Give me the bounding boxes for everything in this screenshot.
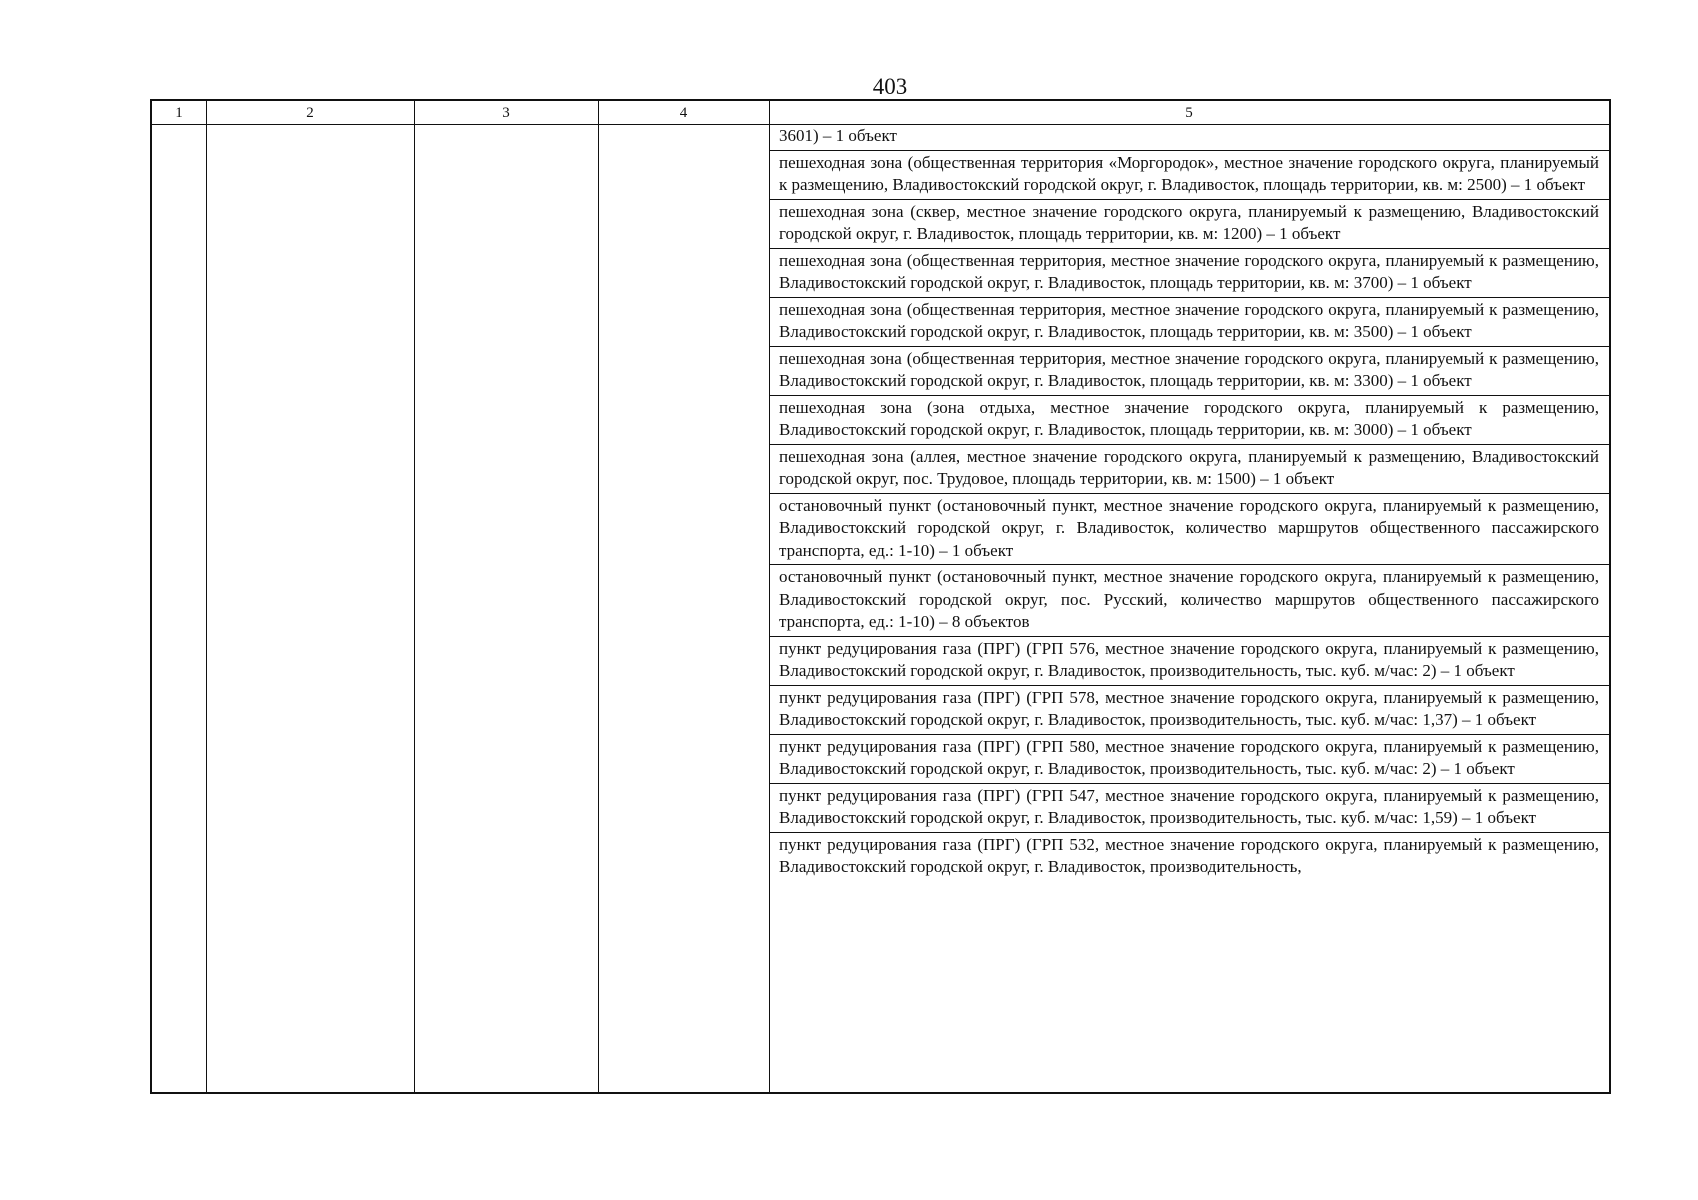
column-divider (206, 101, 207, 1092)
table-cell-entry: пешеходная зона (аллея, местное значение городского округа, планируемый к размещению, Владивостокский городской округ, пос. Трудовое, площадь территории, кв. м: 1500) – 1 объект (769, 445, 1609, 494)
table-header-row (152, 101, 1609, 125)
column-header-1: 1 (175, 105, 183, 121)
table-cell-entry: пешеходная зона (общественная территория, местное значение городского округа, планируемый к размещению, Владивостокский городской округ, г. Владивосток, площадь территории, кв. м: 3500) – 1 объект (769, 298, 1609, 347)
table-cell-entry: пункт редуцирования газа (ПРГ) (ГРП 576, местное значение городского округа, планируемый к размещению, Владивостокский городской округ, г. Владивосток, производительность, тыс. куб. м/час: 2) – 1 объект (769, 637, 1609, 686)
table-cell-entry: 3601) – 1 объект (769, 125, 1609, 151)
column-header-4: 4 (679, 105, 688, 121)
table-cell-entry: пункт редуцирования газа (ПРГ) (ГРП 532, местное значение городского округа, планируемый к размещению, Владивостокский городской округ, г. Владивосток, производительность, (779, 834, 1599, 876)
document-table (150, 99, 1611, 1094)
table-cell-entry: пункт редуцирования газа (ПРГ) (ГРП 578, местное значение городского округа, планируемый к размещению, Владивостокский городской округ, г. Владивосток, производительность, тыс. куб. м/час: 1,37) – 1 объект (769, 686, 1609, 735)
column-5-content (769, 125, 1609, 1092)
table-cell-entry: остановочный пункт (остановочный пункт, местное значение городского округа, планируемый к размещению, Владивостокский городской округ, г. Владивосток, количество маршрутов общественного пассажирского транспорта, ед.: 1-10) – 1 объект (769, 494, 1609, 566)
table-cell-entry: пешеходная зона (общественная территория, местное значение городского округа, планируемый к размещению, Владивостокский городской округ, г. Владивосток, площадь территории, кв. м: 3700) – 1 объект (769, 249, 1609, 298)
table-cell-entry: пункт редуцирования газа (ПРГ) (ГРП 580, местное значение городского округа, планируемый к размещению, Владивостокский городской округ, г. Владивосток, производительность, тыс. куб. м/час: 2) – 1 объект (769, 735, 1609, 784)
column-divider (598, 101, 599, 1092)
table-cell-entry: пункт редуцирования газа (ПРГ) (ГРП 547, местное значение городского округа, планируемый к размещению, Владивостокский городской округ, г. Владивосток, производительность, тыс. куб. м/час: 1,59) – 1 объект (769, 784, 1609, 833)
column-divider (414, 101, 415, 1092)
column-header-3: 3 (502, 105, 510, 121)
page-number: 403 (872, 74, 908, 99)
table-cell-entry: пешеходная зона (общественная территория, местное значение городского округа, планируемый к размещению, Владивостокский городской округ, г. Владивосток, площадь территории, кв. м: 3300) – 1 объект (769, 347, 1609, 396)
column-header-5: 5 (1185, 105, 1193, 121)
table-cell-entry: пешеходная зона (сквер, местное значение городского округа, планируемый к размещению, Владивостокский городской округ, г. Владивосток, площадь территории, кв. м: 1200) – 1 объект (769, 200, 1609, 249)
table-cell-entry: остановочный пункт (остановочный пункт, местное значение городского округа, планируемый к размещению, Владивостокский городской округ, пос. Русский, количество маршрутов общественного пассажирского транспорта, ед.: 1-10) – 8 объектов (769, 565, 1609, 637)
column-header-2: 2 (306, 105, 314, 121)
table-cell-entry: пешеходная зона (общественная территория «Моргородок», местное значение городского округа, планируемый к размещению, Владивостокский городской округ, г. Владивосток, площадь территории, кв. м: 2500) – 1 объект (769, 151, 1609, 200)
table-cell-entry: пешеходная зона (зона отдыха, местное значение городского округа, планируемый к размещению, Владивостокский городской округ, г. Владивосток, площадь территории, кв. м: 3000) – 1 объект (769, 396, 1609, 445)
